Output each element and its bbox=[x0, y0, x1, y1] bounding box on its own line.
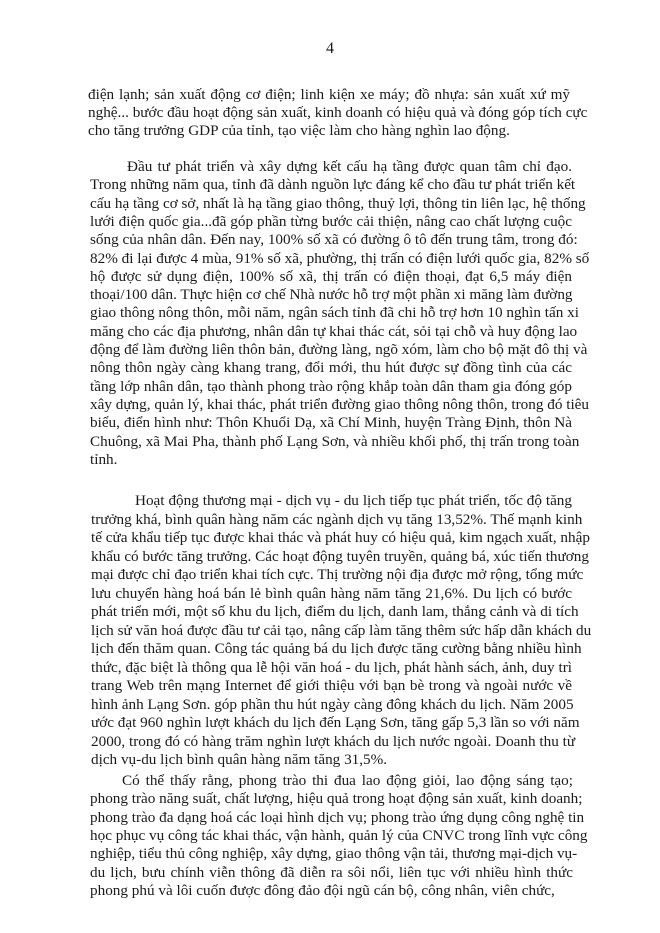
text-line: cho tăng trưởng GDP của tỉnh, tạo việc làm cho hàng nghìn lao động. bbox=[88, 122, 510, 140]
text-line: lưới điện quốc gia...đã góp phần từng bước cải thiện, nâng cao chất lượng cuộc bbox=[90, 212, 572, 230]
text-line: tầng lớp nhân dân, tạo thành phong trào rộng khắp toàn dân tham gia đóng góp bbox=[90, 377, 572, 395]
text-line: nông thôn ngày càng khang trang, đổi mới, thu hút được sự đồng tình của các bbox=[90, 359, 572, 377]
text-line: học phục vụ công tác khai thác, vận hành, quản lý của CNVC trong lĩnh vực công bbox=[90, 826, 588, 844]
text-line: tế cửa khẩu tiếp tục được khai thác và phát huy có hiệu quả, kim ngạch xuất, nhập bbox=[91, 529, 590, 546]
text-line: động để làm đường liên thôn bản, đường làng, ngõ xóm, làm cho bộ mặt đô thị và bbox=[90, 341, 588, 358]
page-number: 4 bbox=[326, 40, 334, 57]
text-line: lịch đến thăm quan. Công tác quảng bá du lịch được tăng cường bằng nhiều hình bbox=[91, 640, 582, 657]
text-line: phong phú và lôi cuốn được đông đảo đội ngũ cán bộ, công nhân, viên chức, bbox=[90, 881, 555, 899]
text-line: măng cho các địa phương, nhân dân tự khai thác cát, sỏi tại chỗ và huy động lao bbox=[90, 322, 578, 340]
text-line: 82% đi lại được 4 mùa, 91% số xã, phường, thị trấn có điện lưới quốc gia, 82% số bbox=[90, 249, 590, 267]
text-line: mại được chỉ đạo triển khai tích cực. Thị trường nội địa được mở rộng, tổng mức bbox=[91, 566, 584, 583]
text-line: dịch vụ-du lịch bình quân hàng năm tăng 31,5%. bbox=[91, 751, 388, 768]
text-line: nghệ... bước đầu hoạt động sản xuất, kinh doanh có hiệu quả và đóng góp tích cực bbox=[88, 104, 588, 122]
text-line: Hoạt động thương mại - dịch vụ - du lịch tiếp tục phát triển, tốc độ tăng bbox=[135, 492, 572, 509]
text-line: phát triển mới, một số khu du lịch, điểm du lịch, danh lam, thắng cảnh và di tích bbox=[91, 603, 579, 620]
text-line: phong trào đa dạng hoá các loại hình dịch vụ; phong trào ứng dụng công nghệ tin bbox=[90, 808, 585, 826]
text-line: 2000, trong đó có hàng trăm nghìn lượt khách du lịch nước ngoài. Doanh thu từ bbox=[91, 732, 576, 750]
text-line: sống của nhân dân. Đến nay, 100% số xã có đường ô tô đến trung tâm, trong đó: bbox=[90, 231, 578, 249]
text-line: biểu, điển hình như: Thôn Khuổi Dạ, xã Chí Minh, huyện Tràng Định, thôn Nà bbox=[90, 414, 572, 432]
text-line: xây dựng, quản lý, khai thác, phát triển đường giao thông nông thôn, trong đó tiêu bbox=[90, 395, 590, 413]
text-line: thức, đặc biệt là thông qua lễ hội văn hoá - du lịch, phát hành sách, ảnh, duy trì bbox=[91, 658, 572, 676]
text-line: trang Web trên mạng Internet để giới thiệu với bạn bè trong và ngoài nước về bbox=[91, 677, 572, 694]
text-line: trưởng khá, bình quân hàng năm các ngành dịch vụ tăng 13,52%. Thế mạnh kinh bbox=[91, 510, 583, 528]
text-line: cấu hạ tầng cơ sở, nhất là hạ tầng giao thông, thuỷ lợi, thông tin liên lạc, hệ thống bbox=[90, 194, 586, 212]
text-line: lưu chuyển hàng hoá bán lẻ bình quân hàng năm tăng 21,6%. Du lịch có bước bbox=[91, 584, 572, 602]
text-line: ước đạt 960 nghìn lượt khách du lịch đến Lạng Sơn, tăng gấp 5,3 lần so với năm bbox=[91, 714, 580, 731]
text-line: Trong những năm qua, tỉnh đã dành nguồn lực đáng kể cho đầu tư phát triển kết bbox=[90, 176, 576, 194]
text-line: Đầu tư phát triển và xây dựng kết cấu hạ tầng được quan tâm chỉ đạo. bbox=[127, 158, 572, 175]
text-line: du lịch, bưu chính viễn thông đã diễn ra sôi nổi, liên tục với nhiều hình thức bbox=[90, 863, 573, 881]
text-line: nghiệp, tiểu thủ công nghiệp, xây dựng, giao thông vận tải, thương mại-dịch vụ- bbox=[90, 845, 578, 863]
text-line: hộ được sử dụng điện, 100% số xã, thị trấn có điện thoại, đạt 6,5 máy điện bbox=[90, 267, 572, 285]
text-line: hình ảnh Lạng Sơn. góp phần thu hút ngày càng đông khách du lịch. Năm 2005 bbox=[91, 695, 574, 713]
text-line: lịch sử văn hoá được đầu tư cải tạo, nâng cấp làm tăng thêm sức hấp dẫn khách du bbox=[91, 621, 592, 639]
text-line: giao thông nông thôn, mỗi năm, ngân sách tỉnh đã chi hỗ trợ hơn 10 nghìn tấn xi bbox=[90, 304, 579, 322]
text-line: thoại/100 dân. Thực hiện cơ chế Nhà nước hỗ trợ một phần xi măng làm đường bbox=[90, 286, 573, 304]
text-line: điện lạnh; sản xuất động cơ điện; linh kiện xe máy; đồ nhựa: sản xuất xứ mỹ bbox=[88, 86, 570, 103]
text-line: tỉnh. bbox=[90, 450, 118, 468]
text-line: phong trào năng suất, chất lượng, hiệu quả trong hoạt động sản xuất, kinh doanh; bbox=[90, 790, 583, 808]
text-line: Có thể thấy rằng, phong trào thi đua lao động giỏi, lao động sáng tạo; bbox=[122, 772, 573, 789]
text-line: khẩu có bước tăng trưởng. Các hoạt động tuyên truyền, quảng bá, xúc tiến thương bbox=[91, 547, 589, 565]
text-line: Chuông, xã Mai Pha, thành phố Lạng Sơn, và nhiều khối phố, thị trấn trong toàn bbox=[90, 432, 580, 450]
